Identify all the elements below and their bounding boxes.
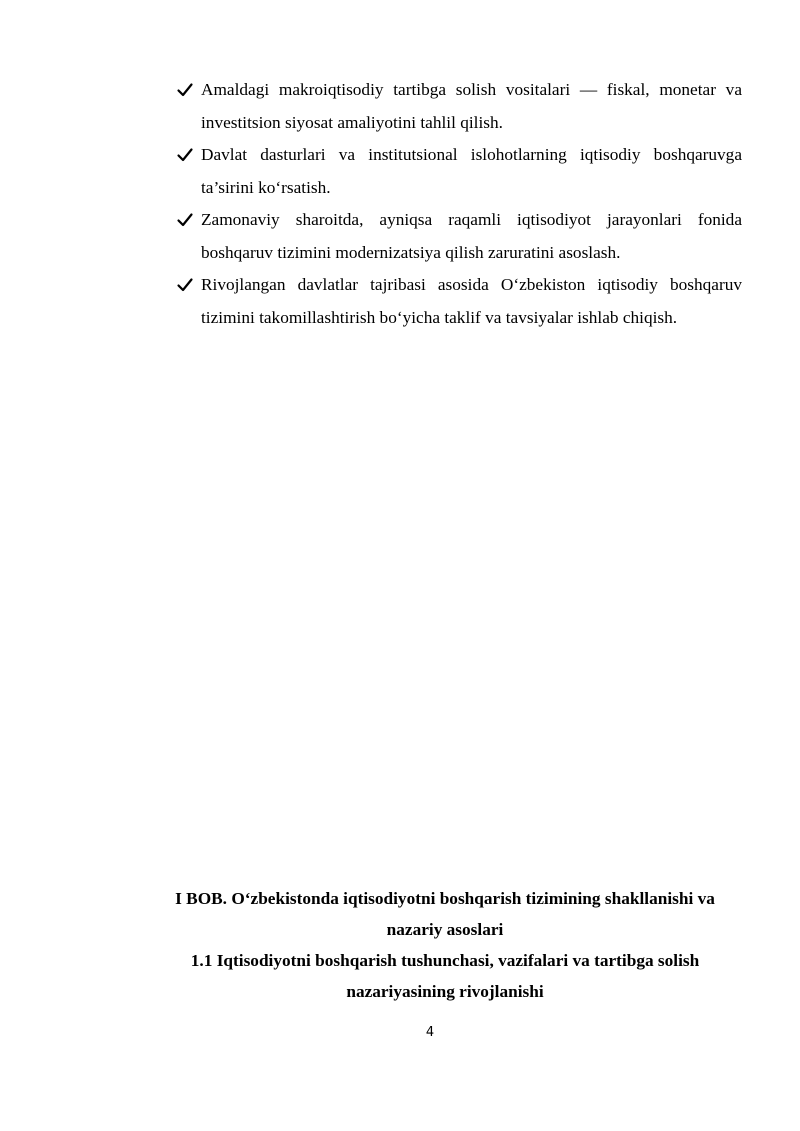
section-title-line: 1.1 Iqtisodiyotni boshqarish tushunchasi, vazifalari va tartibga solish <box>190 951 700 970</box>
check-icon <box>176 211 194 229</box>
chapter-title <box>140 883 750 945</box>
objectives-list <box>176 74 742 334</box>
chapter-title-line: nazariy asoslari <box>386 920 504 939</box>
headings-block <box>140 883 750 1007</box>
chapter-title-line: I BOB. O‘zbekistonda iqtisodiyotni boshqarish tizimining shakllanishi va <box>175 889 715 908</box>
list-item <box>176 204 742 269</box>
list-item-text: Amaldagi makroiqtisodiy tartibga solish vositalari — fiskal, monetar va investitsion siyosat amaliyotini tahlil qilish. <box>201 80 742 132</box>
list-item <box>176 74 742 139</box>
list-item <box>176 269 742 334</box>
list-item-text: Davlat dasturlari va institutsional islohotlarning iqtisodiy boshqaruvga ta’sirini ko‘rsatish. <box>201 145 742 197</box>
check-icon <box>176 81 194 99</box>
check-icon <box>176 146 194 164</box>
section-title <box>140 945 750 1007</box>
list-item-text: Rivojlangan davlatlar tajribasi asosida O‘zbekiston iqtisodiy boshqaruv tizimini takomillashtirish bo‘yicha taklif va tavsiyalar ishlab chiqish. <box>201 275 742 327</box>
list-item-text: Zamonaviy sharoitda, ayniqsa raqamli iqtisodiyot jarayonlari fonida boshqaruv tizimini modernizatsiya qilish zaruratini asoslash. <box>201 210 742 262</box>
page-number: 4 <box>425 1025 435 1040</box>
section-title-line: nazariyasining rivojlanishi <box>346 982 544 1001</box>
check-icon <box>176 276 194 294</box>
list-item <box>176 139 742 204</box>
